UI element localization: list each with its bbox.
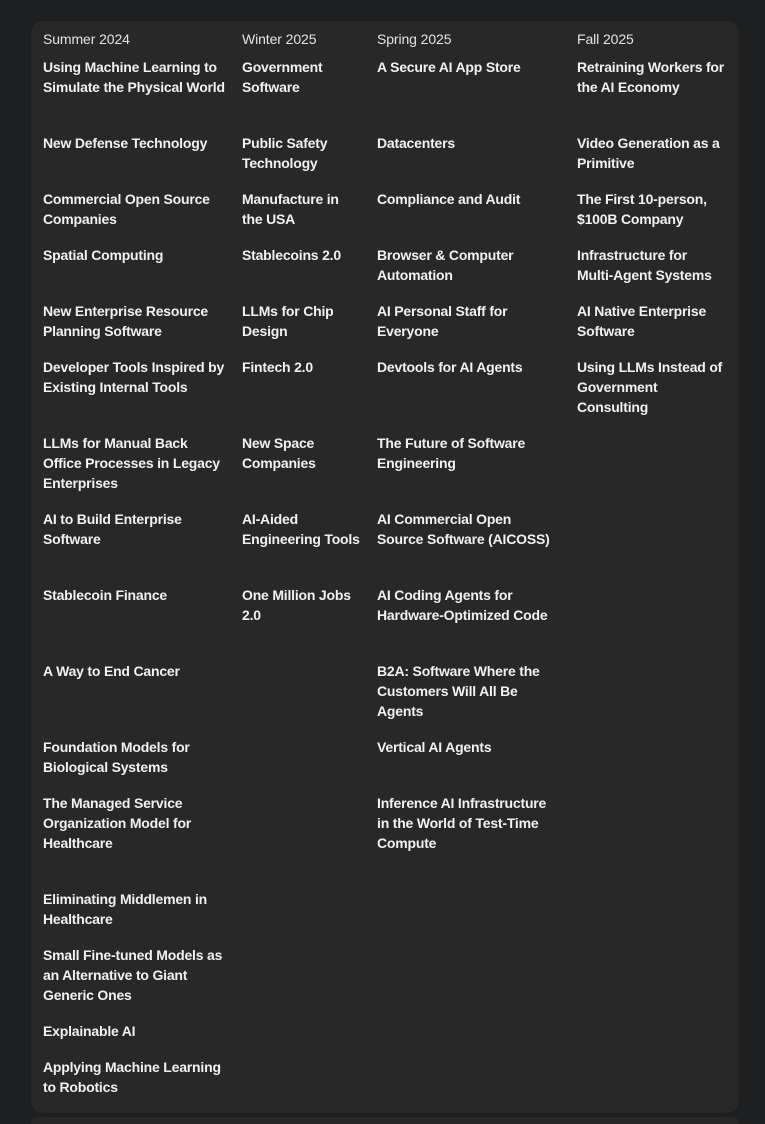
table-row	[35, 945, 734, 1021]
table-cell: A Secure AI App Store	[377, 59, 521, 75]
table-cell	[234, 945, 369, 1021]
table-cell: AI to Build Enterprise Software	[43, 511, 182, 547]
table-cell: Explainable AI	[43, 1023, 136, 1039]
table-cell	[569, 509, 734, 585]
table-row	[35, 1057, 734, 1113]
column-header: Summer 2024	[43, 31, 130, 47]
table-row	[35, 889, 734, 945]
table-row	[35, 57, 734, 133]
table-cell: Devtools for AI Agents	[377, 359, 523, 375]
table-row	[35, 661, 734, 737]
table-cell: Stablecoins 2.0	[242, 247, 341, 263]
table-cell: Retraining Workers for the AI Economy	[577, 59, 725, 95]
table-cell	[234, 661, 369, 737]
table-cell: Spatial Computing	[43, 247, 164, 263]
table-cell: Browser & Computer Automation	[377, 247, 514, 283]
table-row	[35, 357, 734, 433]
table-cell: AI Personal Staff for Everyone	[377, 303, 508, 339]
table-cell: One Million Jobs 2.0	[242, 587, 351, 623]
table-cell	[369, 945, 569, 1021]
table-row	[35, 1021, 734, 1057]
table-cell: Commercial Open Source Companies	[43, 191, 210, 227]
table-cell	[569, 793, 734, 889]
table-cell: New Space Companies	[242, 435, 316, 471]
table-cell: Compliance and Audit	[377, 191, 521, 207]
table-row	[35, 509, 734, 585]
table-cell: Government Software	[242, 59, 323, 95]
table-cell	[569, 661, 734, 737]
table-cell: Inference AI Infrastructure in the World of Test-Time Compute	[377, 795, 547, 851]
table-body	[35, 57, 734, 1113]
table-row	[35, 133, 734, 189]
table-cell: Manufacture in the USA	[242, 191, 339, 227]
table-cell	[569, 1057, 734, 1113]
table-row	[35, 433, 734, 509]
table-cell: B2A: Software Where the Customers Will All Be Agents	[377, 663, 540, 719]
table-cell: AI-Aided Engineering Tools	[242, 511, 360, 547]
table-cell	[569, 945, 734, 1021]
table-cell	[234, 1021, 369, 1057]
table-cell: A Way to End Cancer	[43, 663, 180, 679]
table-cell: Small Fine-tuned Models as an Alternative to Giant Generic Ones	[43, 947, 223, 1003]
table-cell: Developer Tools Inspired by Existing Internal Tools	[43, 359, 225, 395]
table-cell	[569, 1021, 734, 1057]
table-cell: Public Safety Technology	[242, 135, 328, 171]
table-cell	[234, 1057, 369, 1113]
table-row	[35, 301, 734, 357]
table-row	[35, 793, 734, 889]
table-cell	[369, 1057, 569, 1113]
table-cell	[569, 737, 734, 793]
table-cell: Infrastructure for Multi-Agent Systems	[577, 247, 712, 283]
table-cell: New Defense Technology	[43, 135, 208, 151]
table-cell	[234, 737, 369, 793]
table-cell	[369, 1021, 569, 1057]
table-row	[35, 737, 734, 793]
table-cell: LLMs for Chip Design	[242, 303, 334, 339]
ideas-table-card	[31, 21, 739, 1113]
column-header: Spring 2025	[377, 31, 452, 47]
header-row	[35, 21, 734, 57]
ideas-table	[35, 21, 734, 1113]
table-row	[35, 245, 734, 301]
table-cell	[234, 793, 369, 889]
table-cell: Applying Machine Learning to Robotics	[43, 1059, 221, 1095]
table-cell	[234, 889, 369, 945]
table-cell: Video Generation as a Primitive	[577, 135, 720, 171]
table-cell	[569, 585, 734, 661]
table-cell: The Managed Service Organization Model for Healthcare	[43, 795, 192, 851]
table-cell: Using LLMs Instead of Government Consulting	[577, 359, 723, 415]
table-cell: Eliminating Middlemen in Healthcare	[43, 891, 207, 927]
table-cell	[569, 889, 734, 945]
table-cell: Vertical AI Agents	[377, 739, 492, 755]
table-cell: AI Commercial Open Source Software (AICOSS)	[377, 511, 550, 547]
table-cell: Stablecoin Finance	[43, 587, 167, 603]
table-cell: New Enterprise Resource Planning Software	[43, 303, 209, 339]
table-cell: The First 10-person, $100B Company	[577, 191, 707, 227]
table-cell: LLMs for Manual Back Office Processes in Legacy Enterprises	[43, 435, 220, 491]
table-cell	[569, 433, 734, 509]
table-cell	[369, 889, 569, 945]
table-row	[35, 189, 734, 245]
table-cell: Datacenters	[377, 135, 455, 151]
column-header: Winter 2025	[242, 31, 317, 47]
table-cell: AI Coding Agents for Hardware-Optimized Code	[377, 587, 548, 623]
column-header: Fall 2025	[577, 31, 634, 47]
next-card-edge	[31, 1117, 739, 1124]
table-cell: Foundation Models for Biological Systems	[43, 739, 190, 775]
table-cell: The Future of Software Engineering	[377, 435, 526, 471]
table-cell: Using Machine Learning to Simulate the Physical World	[43, 59, 225, 95]
table-cell: Fintech 2.0	[242, 359, 313, 375]
table-row	[35, 585, 734, 661]
table-cell: AI Native Enterprise Software	[577, 303, 707, 339]
